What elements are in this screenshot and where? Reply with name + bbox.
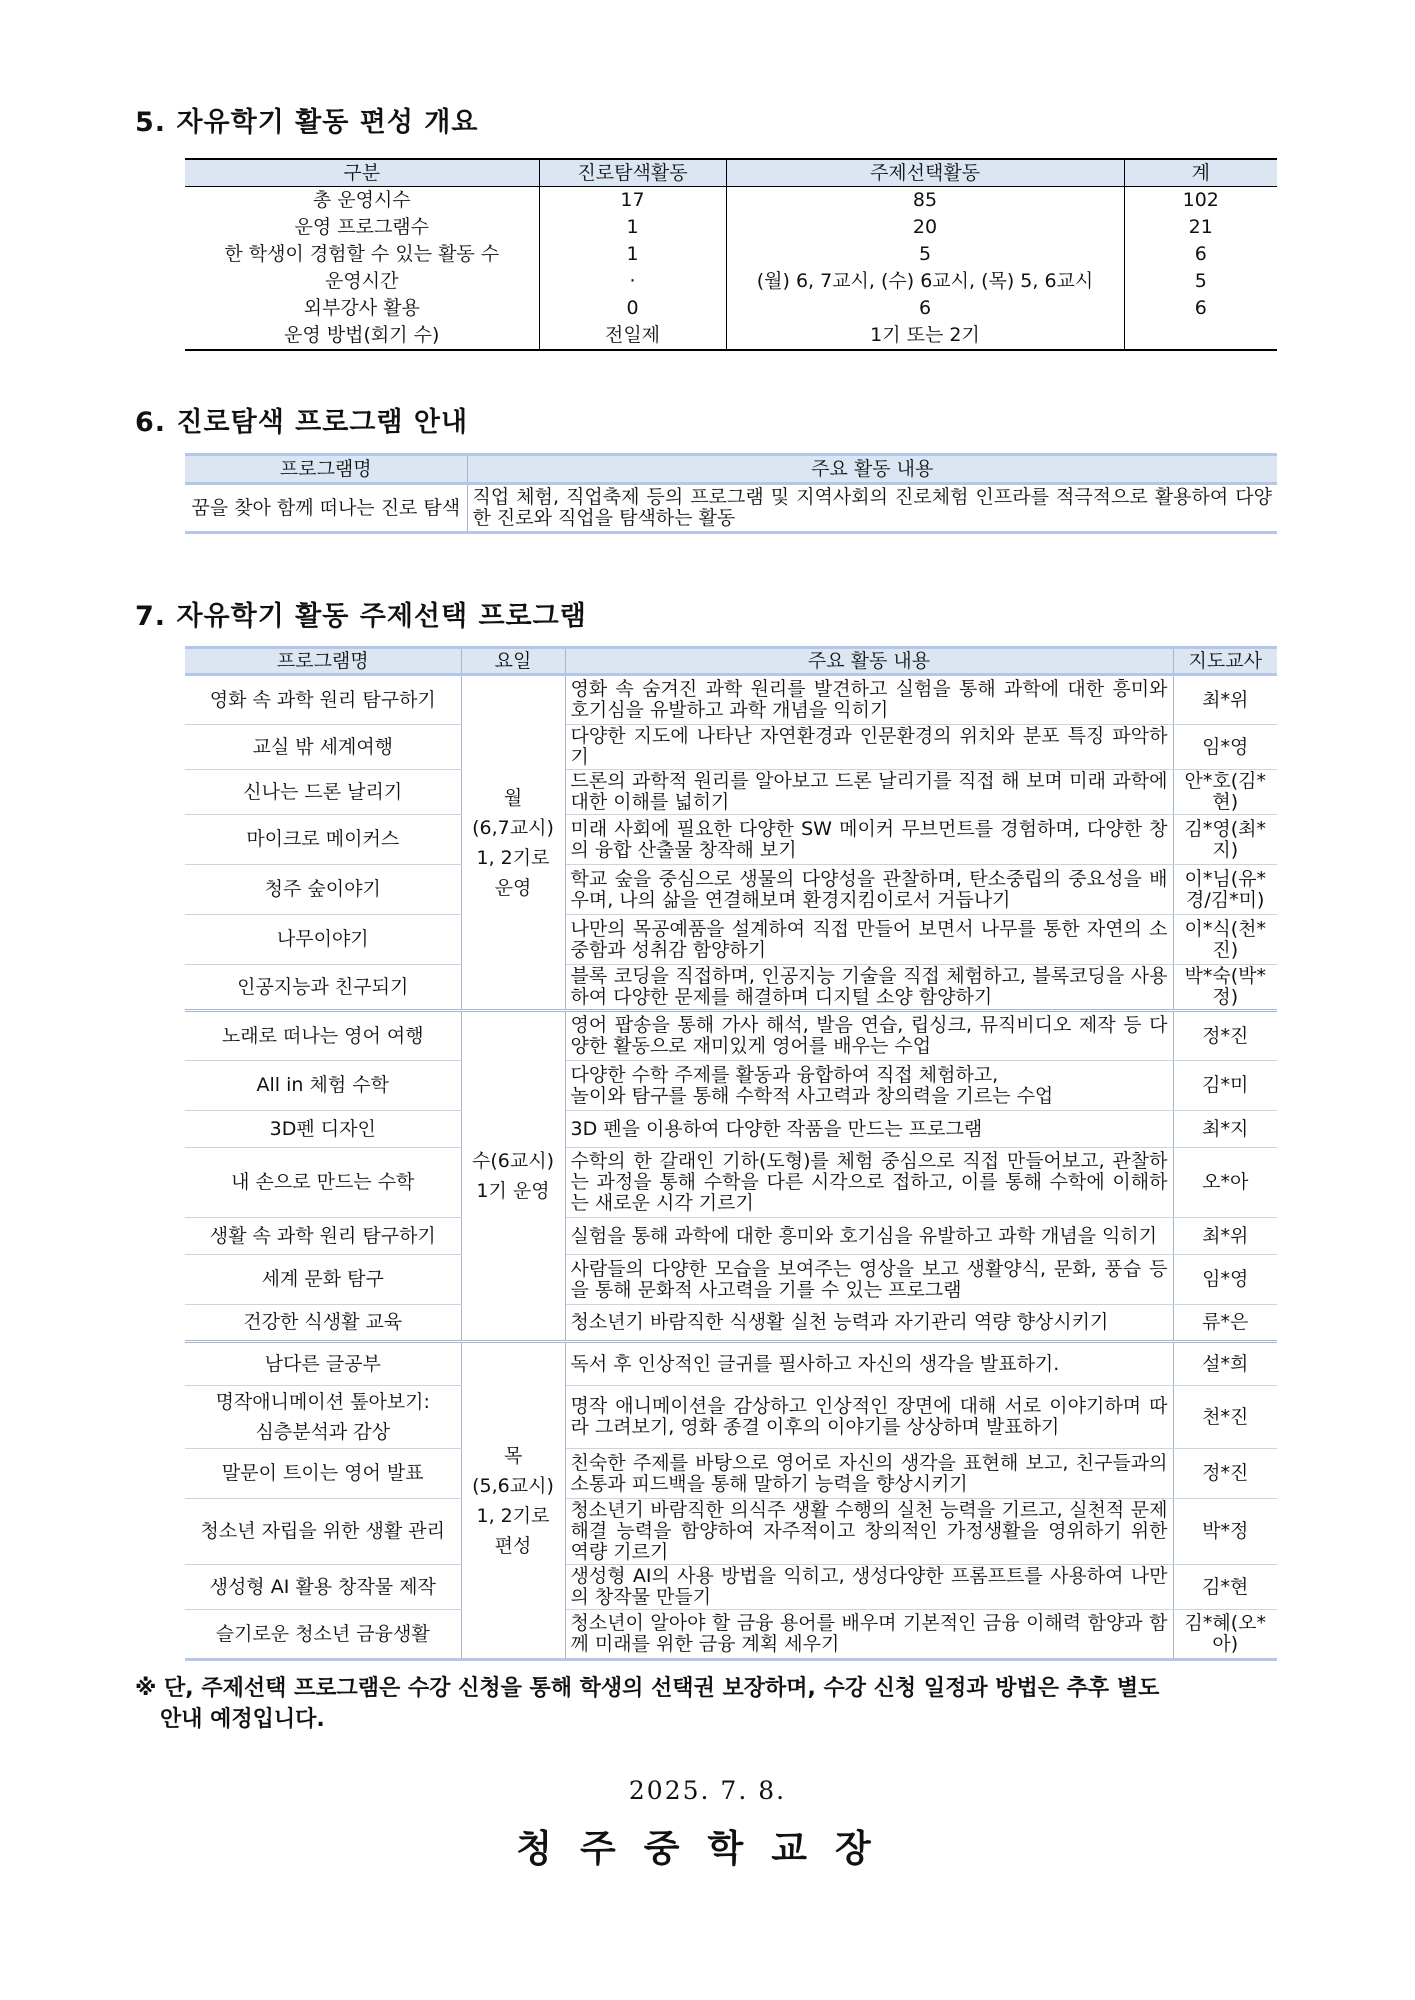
program-name: 명작애니메이션 톺아보기: 심층분석과 감상	[185, 1386, 461, 1449]
table-cell: ·	[539, 268, 726, 295]
day-schedule: 월 (6,7교시) 1, 2기로 운영	[461, 675, 565, 1011]
table-row	[185, 915, 1277, 965]
table-cell: 운영 프로그램수	[185, 214, 539, 241]
table-row	[185, 187, 1277, 215]
teacher: 안*호(김*현)	[1173, 770, 1277, 815]
signer: 청주중학교장	[516, 1826, 899, 1870]
program-name: 꿈을 찾아 함께 떠나는 진로 탐색	[185, 484, 467, 533]
notice-line-1: ※ 단, 주제선택 프로그램은 수강 신청을 통해 학생의 선택권 보장하며, 수강 신청 일정과 방법은 추후 별도	[135, 1676, 1160, 1701]
table-cell: 20	[726, 214, 1124, 241]
teacher: 김*혜(오*아)	[1173, 1610, 1277, 1660]
teacher: 김*영(최*지)	[1173, 815, 1277, 865]
table-row	[185, 1342, 1277, 1386]
table-row	[185, 241, 1277, 268]
table-cell: 운영시간	[185, 268, 539, 295]
teacher: 최*위	[1173, 1218, 1277, 1255]
header-career: 진로탐색활동	[539, 159, 726, 187]
table-row	[185, 1218, 1277, 1255]
teacher: 김*미	[1173, 1061, 1277, 1111]
header-category: 구분	[185, 159, 539, 187]
table-row	[185, 1061, 1277, 1111]
table-row	[185, 1610, 1277, 1660]
program-desc: 수학의 한 갈래인 기하(도형)를 체험 중심으로 직접 만들어보고, 관찰하는 과정을 통해 수학을 다른 시각으로 접하고, 이를 통해 수학에 이해하는 새로운 시각 기르기	[565, 1148, 1173, 1218]
program-name: 3D펜 디자인	[185, 1111, 461, 1148]
header-teacher: 지도교사	[1173, 648, 1277, 675]
table-header-row	[185, 455, 1277, 484]
program-desc: 사람들의 다양한 모습을 보여주는 영상을 보고 생활양식, 문화, 풍습 등을 통해 문화적 사고력을 기를 수 있는 프로그램	[565, 1255, 1173, 1305]
section-5-title: 5. 자유학기 활동 편성 개요	[135, 107, 479, 138]
topic-program-table	[185, 646, 1277, 1661]
table-header-row	[185, 648, 1277, 675]
teacher: 박*정	[1173, 1499, 1277, 1565]
day-schedule: 목 (5,6교시) 1, 2기로 편성	[461, 1342, 565, 1660]
table-cell: 21	[1188, 216, 1213, 238]
program-name: 세계 문화 탐구	[185, 1255, 461, 1305]
program-desc: 친숙한 주제를 바탕으로 영어로 자신의 생각을 표현해 보고, 친구들과의 소통과 피드백을 통해 말하기 능력을 향상시키기	[565, 1449, 1173, 1499]
header-program-name: 프로그램명	[185, 648, 461, 675]
program-desc: 실험을 통해 과학에 대한 흥미와 호기심을 유발하고 과학 개념을 익히기	[565, 1218, 1173, 1255]
program-name: 슬기로운 청소년 금융생활	[185, 1610, 461, 1660]
table-cell	[1124, 322, 1277, 350]
program-name: 남다른 글공부	[185, 1342, 461, 1386]
teacher: 이*식(천*진)	[1173, 915, 1277, 965]
header-activity: 주요 활동 내용	[565, 648, 1173, 675]
table-row	[185, 268, 1277, 295]
table-cell: 85	[726, 187, 1124, 215]
program-name: 청소년 자립을 위한 생활 관리	[185, 1499, 461, 1565]
program-desc: 블록 코딩을 직접하며, 인공지능 기술을 직접 체험하고, 블록코딩을 사용하여 다양한 문제를 해결하며 디지털 소양 함양하기	[565, 965, 1173, 1011]
table-row	[185, 1449, 1277, 1499]
program-name: 인공지능과 친구되기	[185, 965, 461, 1011]
notice	[135, 1673, 1285, 1735]
program-desc: 직업 체험, 직업축제 등의 프로그램 및 지역사회의 진로체험 인프라를 적극적으로 활용하여 다양한 진로와 직업을 탐색하는 활동	[472, 486, 1272, 529]
document-date: 2025. 7. 8.	[628, 1776, 787, 1805]
table-row	[185, 1148, 1277, 1218]
table-row	[185, 725, 1277, 770]
table-row	[185, 322, 1277, 350]
table-cell: 6	[1194, 297, 1207, 319]
program-name: 마이크로 메이커스	[185, 815, 461, 865]
table-row	[185, 295, 1277, 322]
table-cell: 외부강사 활용	[185, 295, 539, 322]
teacher: 임*영	[1173, 725, 1277, 770]
program-desc: 다양한 수학 주제를 활동과 융합하여 직접 체험하고, 놀이와 탐구를 통해 수학적 사고력과 창의력을 기르는 수업	[565, 1061, 1173, 1111]
teacher: 정*진	[1173, 1011, 1277, 1061]
program-desc: 청소년이 알아야 할 금융 용어를 배우며 기본적인 금융 이해력 함양과 함께 미래를 위한 금융 계획 세우기	[565, 1610, 1173, 1660]
teacher: 박*숙(박*정)	[1173, 965, 1277, 1011]
table-row	[185, 1011, 1277, 1061]
program-desc: 미래 사회에 필요한 다양한 SW 메이커 무브먼트를 경험하며, 다양한 창의 융합 산출물 창작해 보기	[565, 815, 1173, 865]
program-name: 말문이 트이는 영어 발표	[185, 1449, 461, 1499]
activity-overview-table	[185, 158, 1277, 351]
program-desc: 영어 팝송을 통해 가사 해석, 발음 연습, 립싱크, 뮤직비디오 제작 등 다양한 활동으로 재미있게 영어를 배우는 수업	[565, 1011, 1173, 1061]
teacher: 최*지	[1173, 1111, 1277, 1148]
table-header-row	[185, 159, 1277, 187]
table-row	[185, 1111, 1277, 1148]
table-cell: 5	[726, 241, 1124, 268]
table-cell: 5	[1194, 270, 1207, 292]
program-name: 생성형 AI 활용 창작물 제작	[185, 1565, 461, 1610]
table-cell: 총 운영시수	[185, 187, 539, 215]
table-row	[185, 1386, 1277, 1449]
notice-line-2: 안내 예정입니다.	[160, 1707, 325, 1732]
day-schedule: 수(6교시) 1기 운영	[461, 1011, 565, 1342]
program-desc: 생성형 AI의 사용 방법을 익히고, 생성다양한 프롬프트를 사용하여 나만의 창작물 만들기	[565, 1565, 1173, 1610]
program-name: 생활 속 과학 원리 탐구하기	[185, 1218, 461, 1255]
teacher: 오*아	[1173, 1148, 1277, 1218]
program-desc: 다양한 지도에 나타난 자연환경과 인문환경의 위치와 분포 특징 파악하기	[565, 725, 1173, 770]
table-row	[185, 1255, 1277, 1305]
table-row	[185, 1499, 1277, 1565]
section-7-title: 7. 자유학기 활동 주제선택 프로그램	[135, 601, 587, 632]
table-cell: 1기 또는 2기	[726, 322, 1124, 350]
table-row	[185, 865, 1277, 915]
teacher: 천*진	[1173, 1386, 1277, 1449]
table-cell: 운영 방법(회기 수)	[185, 322, 539, 350]
table-cell: 한 학생이 경험할 수 있는 활동 수	[185, 241, 539, 268]
table-row	[185, 770, 1277, 815]
program-desc: 드론의 과학적 원리를 알아보고 드론 날리기를 직접 해 보며 미래 과학에 대한 이해를 넓히기	[565, 770, 1173, 815]
header-total: 계	[1124, 159, 1277, 187]
teacher: 최*위	[1173, 675, 1277, 725]
table-cell: 전일제	[539, 322, 726, 350]
career-program-table	[185, 453, 1277, 534]
section-6-title: 6. 진로탐색 프로그램 안내	[135, 407, 469, 438]
table-cell: 6	[726, 295, 1124, 322]
table-cell: 102	[1182, 189, 1219, 211]
program-desc: 독서 후 인상적인 글귀를 필사하고 자신의 생각을 발표하기.	[565, 1342, 1173, 1386]
program-name: 노래로 떠나는 영어 여행	[185, 1011, 461, 1061]
program-desc: 영화 속 숨겨진 과학 원리를 발견하고 실험을 통해 과학에 대한 흥미와 호기심을 유발하고 과학 개념을 익히기	[565, 675, 1173, 725]
program-name: 청주 숲이야기	[185, 865, 461, 915]
program-desc: 나만의 목공예품을 설계하여 직접 만들어 보면서 나무를 통한 자연의 소중함과 성취감 함양하기	[565, 915, 1173, 965]
header-day: 요일	[461, 648, 565, 675]
table-row	[185, 965, 1277, 1011]
table-cell: 6	[1194, 243, 1207, 265]
teacher: 설*희	[1173, 1342, 1277, 1386]
table-row	[185, 675, 1277, 725]
program-name: 교실 밖 세계여행	[185, 725, 461, 770]
program-desc: 3D 펜을 이용하여 다양한 작품을 만드는 프로그램	[565, 1111, 1173, 1148]
table-row	[185, 1565, 1277, 1610]
program-name: 나무이야기	[185, 915, 461, 965]
teacher: 임*영	[1173, 1255, 1277, 1305]
program-desc: 명작 애니메이션을 감상하고 인상적인 장면에 대해 서로 이야기하며 따라 그려보기, 영화 종결 이후의 이야기를 상상하며 발표하기	[565, 1386, 1173, 1449]
program-desc: 학교 숲을 중심으로 생물의 다양성을 관찰하며, 탄소중립의 중요성을 배우며, 나의 삶을 연결해보며 환경지킴이로서 거듭나기	[565, 865, 1173, 915]
table-row	[185, 484, 1277, 533]
table-cell: 1	[539, 241, 726, 268]
table-cell: 17	[539, 187, 726, 215]
program-desc: 청소년기 바람직한 의식주 생활 수행의 실천 능력을 기르고, 실천적 문제해결 능력을 함양하여 자주적이고 창의적인 가정생활을 영위하기 위한 역량 기르기	[565, 1499, 1173, 1565]
table-row	[185, 1305, 1277, 1342]
teacher: 정*진	[1173, 1449, 1277, 1499]
teacher: 류*은	[1173, 1305, 1277, 1342]
program-name: 영화 속 과학 원리 탐구하기	[185, 675, 461, 725]
table-row	[185, 815, 1277, 865]
program-name: 내 손으로 만드는 수학	[185, 1148, 461, 1218]
program-desc: 청소년기 바람직한 식생활 실천 능력과 자기관리 역량 향상시키기	[565, 1305, 1173, 1342]
table-cell: 0	[539, 295, 726, 322]
header-program-name: 프로그램명	[185, 455, 467, 484]
table-cell: 1	[539, 214, 726, 241]
table-row	[185, 214, 1277, 241]
program-name: All in 체험 수학	[185, 1061, 461, 1111]
program-name: 건강한 식생활 교육	[185, 1305, 461, 1342]
header-activity: 주요 활동 내용	[467, 455, 1277, 484]
table-cell: (월) 6, 7교시, (수) 6교시, (목) 5, 6교시	[726, 268, 1124, 295]
teacher: 김*현	[1173, 1565, 1277, 1610]
program-name: 신나는 드론 날리기	[185, 770, 461, 815]
teacher: 이*님(유*경/김*미)	[1173, 865, 1277, 915]
header-topic: 주제선택활동	[726, 159, 1124, 187]
